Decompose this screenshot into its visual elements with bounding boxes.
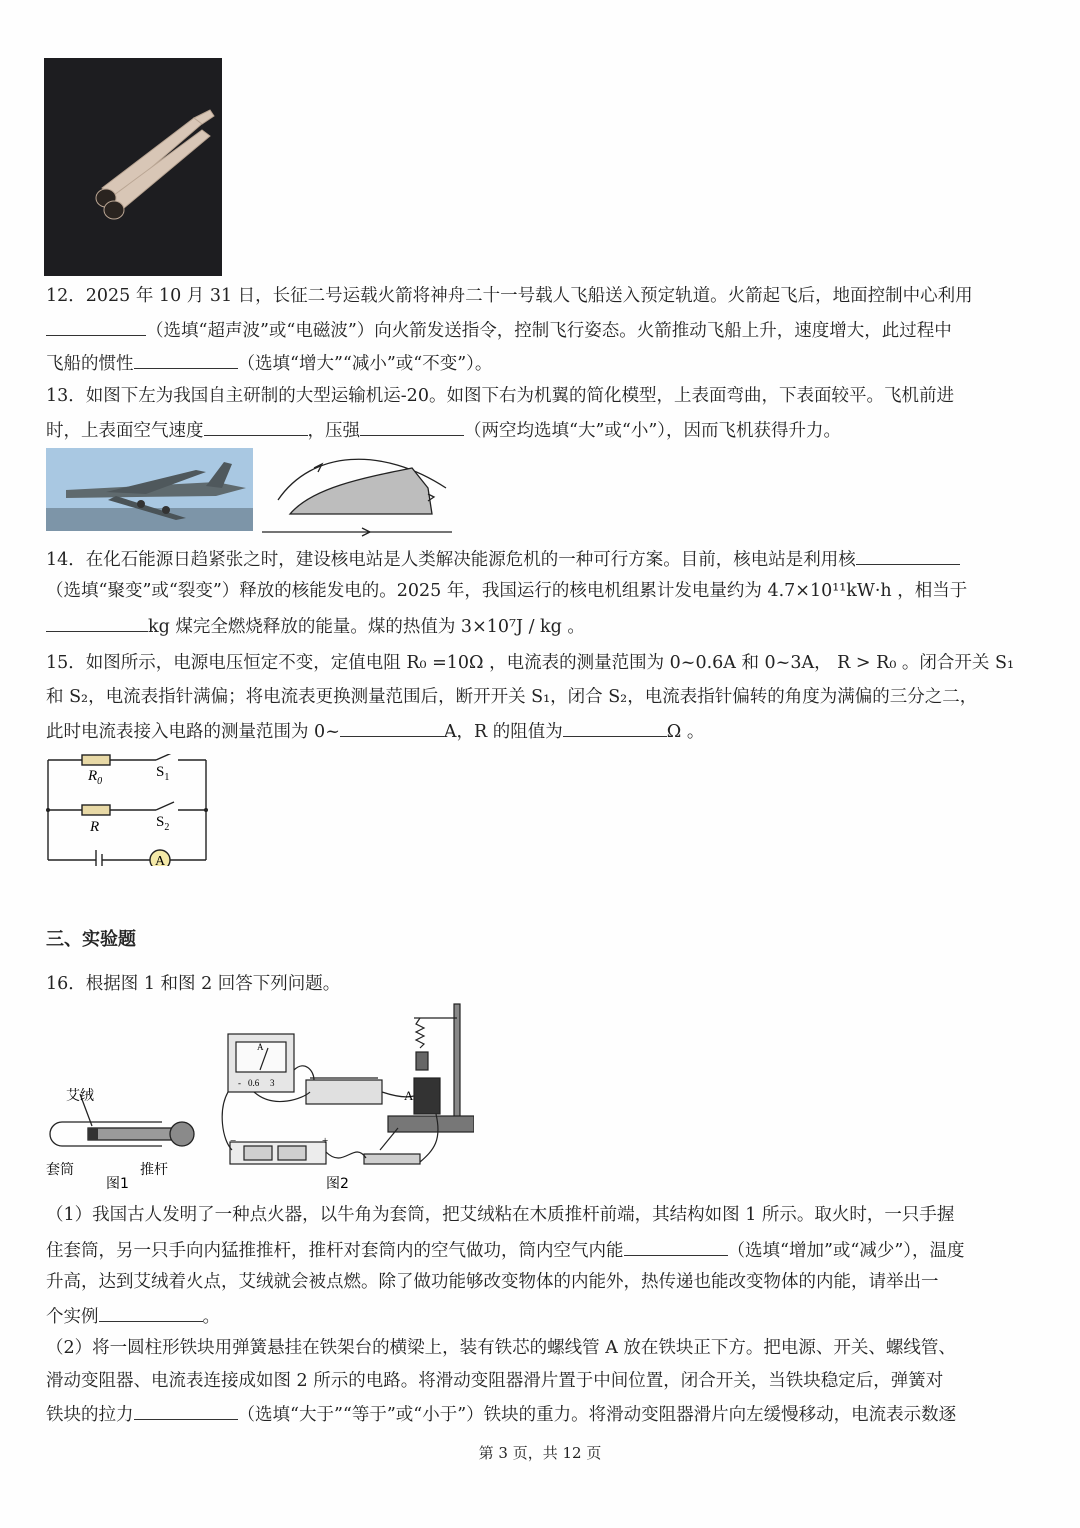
q14-line1-text: 14．在化石能源日趋紧张之时，建设核电站是人类解决能源危机的一种可行方案。目前，核电站是利用核 [46,550,856,570]
q14-line3 [46,613,585,639]
battery-minus-label: − [230,1135,237,1147]
q13-line2-text-b: ，压强 [307,421,360,441]
fig1-caption: 图1 [106,1176,129,1192]
q16-p2-line3 [46,1401,956,1427]
section-heading: 三、实验题 [46,929,136,950]
q16-p1-line1: （1）我国古人发明了一种点火器，以牛角为套筒，把艾绒粘在木质推杆前端，其结构如图 1 所示。取火时，一只手握 [46,1205,955,1225]
page-footer: 第 3 页，共 12 页 [478,1444,602,1462]
figure-2-electromagnet-circuit [214,1000,474,1200]
diver-photo [44,58,222,276]
q15-line2: 和 S₂，电流表指针满偏；将电流表更换测量范围后，断开开关 S₁，闭合 S₂，电流表指针偏转的角度为满偏的三分之二， [46,687,978,707]
fig1-label-right: 推杆 [140,1162,168,1178]
q16-intro: 16．根据图 1 和图 2 回答下列问题。 [46,974,341,994]
q15-line1: 15．如图所示，电源电压恒定不变，定值电阻 R₀ =10Ω ，电流表的测量范围为 0~0.6A 和 0~3A， R > R₀ 。闭合开关 S₁ [46,653,1014,673]
q16-p2-line1: （2）将一圆柱形铁块用弹簧悬挂在铁架台的横梁上，装有铁芯的螺线管 A 放在铁块正下方。把电源、开关、螺线管、 [46,1338,956,1358]
fig2-caption: 图2 [326,1176,349,1192]
q16-p1-line4 [46,1303,220,1329]
transport-plane-photo [46,448,253,531]
battery-plus-label: + [322,1135,329,1147]
q15-answer-blank-2[interactable] [563,718,667,737]
ammeter-label: A [155,854,166,866]
fig1-label-top: 艾绒 [66,1088,94,1104]
q16-p1-line2-text-a: 住套筒，另一只手向内猛推推杆，推杆对套筒内的空气做功，筒内空气内能 [46,1241,624,1261]
r0-label: $R_0$ [88,768,103,787]
q16-p1-line2-text-b: （选填“增加”或“减少”），温度 [727,1241,965,1261]
q16-p2-line2: 滑动变阻器、电流表连接成如图 2 所示的电路。将滑动变阻器滑片置于中间位置，闭合开关，当铁块稳定后，弹簧对 [46,1371,944,1391]
meter-scale-3: 3 [270,1078,275,1088]
q16-p1-answer-blank-1[interactable] [624,1237,728,1256]
q14-answer-blank-1[interactable] [856,546,960,565]
q14-line1 [46,546,960,572]
q12-line1: 12．2025 年 10 月 31 日，长征二号运载火箭将神舟二十一号载人飞船送入预定轨道。火箭起飞后，地面控制中心利用 [46,286,973,306]
figure-1-fire-piston [44,1082,204,1197]
q12-line3 [46,350,492,376]
q16-p1-answer-blank-2[interactable] [99,1303,203,1322]
q14-line2: （选填“聚变”或“裂变”）释放的核能发电的。2025 年，我国运行的核电机组累计发电量约为 4.7×10¹¹kW·h ，相当于 [46,581,968,601]
q13-line2-text-c: （两空均选填“大”或“小”），因而飞机获得升力。 [464,421,842,441]
q16-p1-line3: 升高，达到艾绒着火点，艾绒就会被点燃。除了做功能够改变物体的内能外，热传递也能改变物体的内能，请举出一 [46,1272,939,1292]
q16-p1-line4-text-b: 。 [202,1307,220,1327]
q13-line2 [46,417,841,443]
s2-label: $S_2$ [156,814,170,833]
q13-answer-blank-2[interactable] [360,417,464,436]
meter-a-label: A [257,1042,264,1052]
q15-line3 [46,718,704,744]
q13-answer-blank-1[interactable] [204,417,308,436]
q14-answer-blank-2[interactable] [46,613,148,632]
q16-p1-line2 [46,1237,965,1263]
q12-line2 [46,317,952,343]
q15-line3-text-a: 此时电流表接入电路的测量范围为 0~ [46,722,340,742]
r-label: R [90,819,100,835]
wing-airflow-diagram [262,448,457,543]
q15-line3-text-b: A，R 的阻值为 [443,722,563,742]
q16-p2-answer-blank-1[interactable] [134,1401,238,1420]
q14-line3-text: kg 煤完全燃烧释放的能量。煤的热值为 3×10⁷J / kg 。 [148,617,585,637]
q12-line3-text-a: 飞船的惯性 [46,354,134,374]
q16-p2-line3-text-a: 铁块的拉力 [46,1405,134,1425]
q16-p1-line4-text-a: 个实例 [46,1307,99,1327]
q12-answer-blank-1[interactable] [46,317,146,336]
s1-label: $S_1$ [156,764,170,783]
q13-line1: 13．如图下左为我国自主研制的大型运输机运-20。如图下右为机翼的简化模型，上表面弯曲，下表面较平。飞机前进 [46,386,954,406]
fig1-label-left: 套筒 [46,1162,74,1178]
q12-line3-text-b: （选填“增大”“减小”或“不变”）。 [237,354,493,374]
q15-answer-blank-1[interactable] [340,718,444,737]
q12-answer-blank-2[interactable] [134,350,238,369]
circuit-diagram [46,754,211,871]
q13-line2-text-a: 时，上表面空气速度 [46,421,204,441]
q16-p2-line3-text-b: （选填“大于”“等于”或“小于”）铁块的重力。将滑动变阻器滑片向左缓慢移动，电流表示数逐 [237,1405,957,1425]
q15-line3-text-c: Ω 。 [666,722,705,742]
meter-scale-0-6: 0.6 [248,1078,260,1088]
q12-line2-text: （选填“超声波”或“电磁波”）向火箭发送指令，控制飞行姿态。火箭推动飞船上升，速度增大，此过程中 [146,321,952,341]
meter-scale-minus: - [238,1078,241,1088]
coil-a-label: A [404,1088,414,1103]
